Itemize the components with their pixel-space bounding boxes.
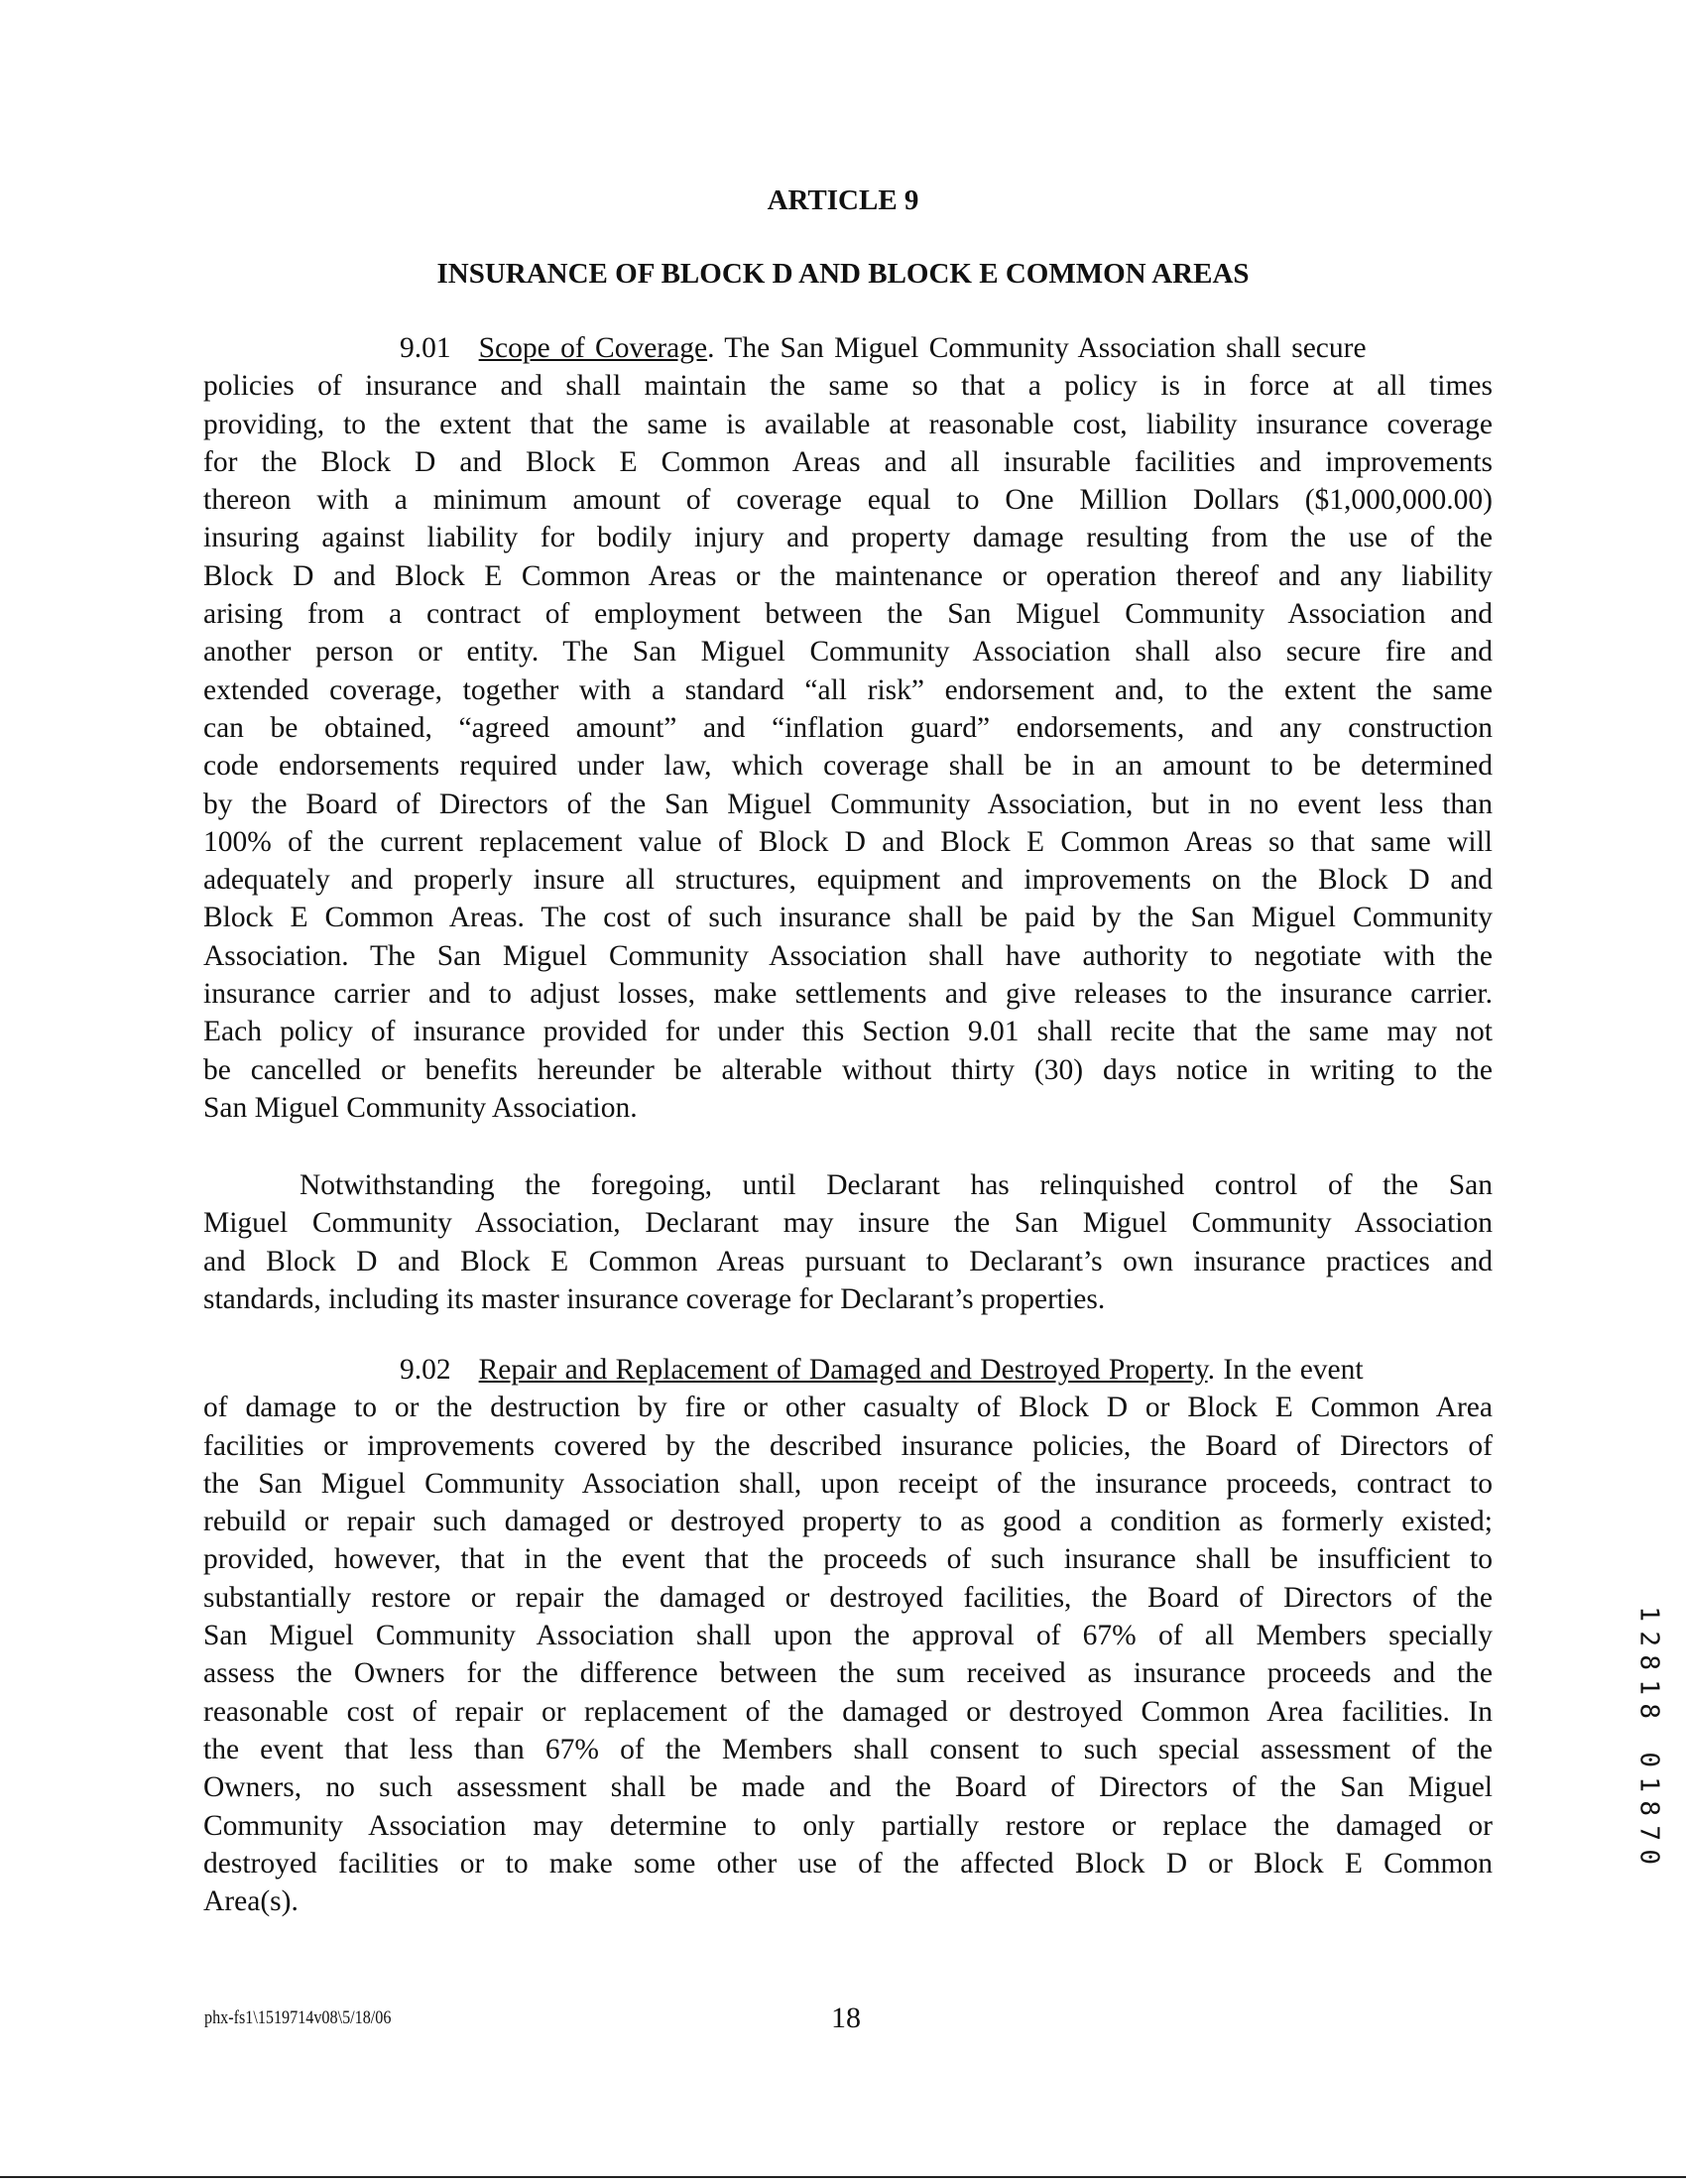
line-text: Community Association may determine to only partially restore or replace the damaged or <box>203 1809 1493 1842</box>
text-line <box>203 1693 1493 1731</box>
page-number: 18 <box>831 2002 861 2034</box>
line-text: insuring against liability for bodily injury and property damage resulting from the use of the <box>203 522 1493 554</box>
text-line <box>203 1013 1493 1050</box>
stamp-digit: 8 <box>1633 1703 1664 1720</box>
stamp-digit: 8 <box>1633 1800 1664 1817</box>
notwithstanding-paragraph <box>203 1166 1493 1318</box>
document-id: phx-fs1\1519714v08\5/18/06 <box>204 2007 392 2028</box>
text-line <box>203 975 1493 1013</box>
line-text: the San Miguel Community Association shall, upon receipt of the insurance proceeds, contract to <box>203 1467 1493 1500</box>
line-text: can be obtained, “agreed amount” and “inflation guard” endorsements, and any construction <box>203 711 1493 744</box>
text-line <box>203 823 1493 861</box>
line-text: extended coverage, together with a standard “all risk” endorsement and, to the extent the same <box>203 673 1493 706</box>
text-line <box>203 671 1493 709</box>
text-line <box>203 1351 1493 1389</box>
text-line <box>203 1465 1493 1503</box>
text-line <box>203 709 1493 747</box>
text-line <box>203 899 1493 936</box>
section-heading: Scope of Coverage <box>478 332 708 364</box>
recording-stamp <box>1633 1602 1664 1870</box>
article-heading: INSURANCE OF BLOCK D AND BLOCK E COMMON AREAS <box>436 258 1250 290</box>
stamp-digit: 8 <box>1633 1654 1664 1671</box>
text-line <box>203 1427 1493 1465</box>
line-text: . The San Miguel Community Association shall secure <box>707 332 1367 364</box>
text-line <box>203 1051 1493 1089</box>
line-text: Area(s). <box>203 1885 299 1918</box>
stamp-digit: 1 <box>1633 1775 1664 1792</box>
text-line <box>203 1617 1493 1654</box>
text-line <box>203 1579 1493 1617</box>
text-line <box>203 519 1493 556</box>
line-text: standards, including its master insurance coverage for Declarant’s properties. <box>203 1282 1106 1315</box>
text-line <box>203 861 1493 899</box>
section-number: 9.01 <box>400 332 451 364</box>
text-line <box>203 1204 1493 1242</box>
line-text: adequately and properly insure all structures, equipment and improvements on the Block D and <box>203 864 1493 897</box>
text-line <box>203 937 1493 975</box>
line-text: providing, to the extent that the same is available at reasonable cost, liability insurance coverage <box>203 408 1493 440</box>
line-text: Notwithstanding the foregoing, until Declarant has relinquished control of the San <box>300 1169 1493 1201</box>
line-text: Association. The San Miguel Community Association shall have authority to negotiate with the <box>203 939 1493 972</box>
text-line <box>203 1845 1493 1882</box>
text-line <box>203 443 1493 481</box>
text-line <box>203 1503 1493 1540</box>
line-text: the event that less than 67% of the Members shall consent to such special assessment of the <box>203 1733 1493 1765</box>
line-text: of damage to or the destruction by fire or other casualty of Block D or Block E Common Area <box>203 1392 1493 1424</box>
line-text: insurance carrier and to adjust losses, make settlements and give releases to the insurance carrier. <box>203 978 1493 1011</box>
section-9-02 <box>203 1351 1493 1920</box>
line-text: and Block D and Block E Common Areas pursuant to Declarant’s own insurance practices and <box>203 1245 1493 1277</box>
section-heading: Repair and Replacement of Damaged and Destroyed Property <box>478 1354 1208 1386</box>
text-line <box>203 786 1493 823</box>
line-text: facilities or improvements covered by the described insurance policies, the Board of Directors of <box>203 1429 1493 1462</box>
line-text: rebuild or repair such damaged or destroyed property to as good a condition as formerly existed; <box>203 1506 1493 1538</box>
stamp-digit: 1 <box>1633 1606 1664 1623</box>
text-line <box>203 406 1493 443</box>
stamp-digit <box>1636 1724 1661 1748</box>
line-text: Owners, no such assessment shall be made and the Board of Directors of the San Miguel <box>203 1771 1493 1804</box>
text-line <box>203 1389 1493 1426</box>
line-text: San Miguel Community Association shall upon the approval of 67% of all Members specially <box>203 1620 1493 1652</box>
line-text: reasonable cost of repair or replacement of the damaged or destroyed Common Area facilities. In <box>203 1695 1493 1728</box>
stamp-digit: 2 <box>1633 1630 1664 1646</box>
text-line <box>203 1280 1493 1318</box>
text-line <box>203 1768 1493 1806</box>
line-text: assess the Owners for the difference between the sum received as insurance proceeds and the <box>203 1657 1493 1690</box>
text-line <box>203 1654 1493 1692</box>
text-line <box>203 1807 1493 1845</box>
line-text: thereon with a minimum amount of coverage equal to One Million Dollars ($1,000,000.00) <box>203 484 1493 517</box>
line-text: . In the event <box>1207 1354 1364 1386</box>
line-text: policies of insurance and shall maintain the same so that a policy is in force at all times <box>203 370 1493 403</box>
stamp-digit: 1 <box>1633 1678 1664 1695</box>
section-number: 9.02 <box>400 1354 451 1386</box>
text-line <box>203 367 1493 405</box>
line-text: for the Block D and Block E Common Areas and all insurable facilities and improvements <box>203 445 1493 478</box>
bottom-rule <box>0 2176 1686 2178</box>
line-text: arising from a contract of employment between the San Miguel Community Association and <box>203 598 1493 631</box>
text-line <box>203 1243 1493 1280</box>
line-text: San Miguel Community Association. <box>203 1091 638 1124</box>
line-text: 100% of the current replacement value of Block D and Block E Common Areas so that same will <box>203 825 1493 858</box>
line-text: Miguel Community Association, Declarant may insure the San Miguel Community Association <box>203 1207 1493 1240</box>
text-line <box>203 747 1493 785</box>
stamp-digit: 0 <box>1633 1849 1664 1866</box>
line-text: be cancelled or benefits hereunder be alterable without thirty (30) days notice in writing to the <box>203 1053 1493 1086</box>
text-line <box>203 1166 1493 1204</box>
line-text: by the Board of Directors of the San Miguel Community Association, but in no event less than <box>203 788 1493 820</box>
text-line <box>203 595 1493 633</box>
text-line <box>203 1089 1493 1127</box>
line-text: Each policy of insurance provided for under this Section 9.01 shall recite that the same may not <box>203 1016 1493 1048</box>
text-line <box>203 329 1493 367</box>
line-text: Block D and Block E Common Areas or the maintenance or operation thereof and any liability <box>203 559 1493 592</box>
stamp-digit: 0 <box>1633 1752 1664 1768</box>
section-9-01 <box>203 329 1493 1127</box>
stamp-digit: 7 <box>1633 1824 1664 1841</box>
text-line <box>203 1731 1493 1768</box>
text-line <box>203 1540 1493 1578</box>
line-text: substantially restore or repair the damaged or destroyed facilities, the Board of Directors of the <box>203 1581 1493 1614</box>
text-line <box>203 633 1493 670</box>
line-text: another person or entity. The San Miguel Community Association shall also secure fire and <box>203 636 1493 668</box>
text-line <box>203 481 1493 519</box>
article-title: ARTICLE 9 <box>767 184 919 216</box>
text-line <box>203 557 1493 595</box>
line-text: Block E Common Areas. The cost of such insurance shall be paid by the San Miguel Community <box>203 902 1493 934</box>
line-text: code endorsements required under law, which coverage shall be in an amount to be determined <box>203 750 1493 783</box>
text-line <box>203 1882 1493 1920</box>
line-text: destroyed facilities or to make some other use of the affected Block D or Block E Common <box>203 1847 1493 1880</box>
line-text: provided, however, that in the event that the proceeds of such insurance shall be insufficient to <box>203 1543 1493 1576</box>
